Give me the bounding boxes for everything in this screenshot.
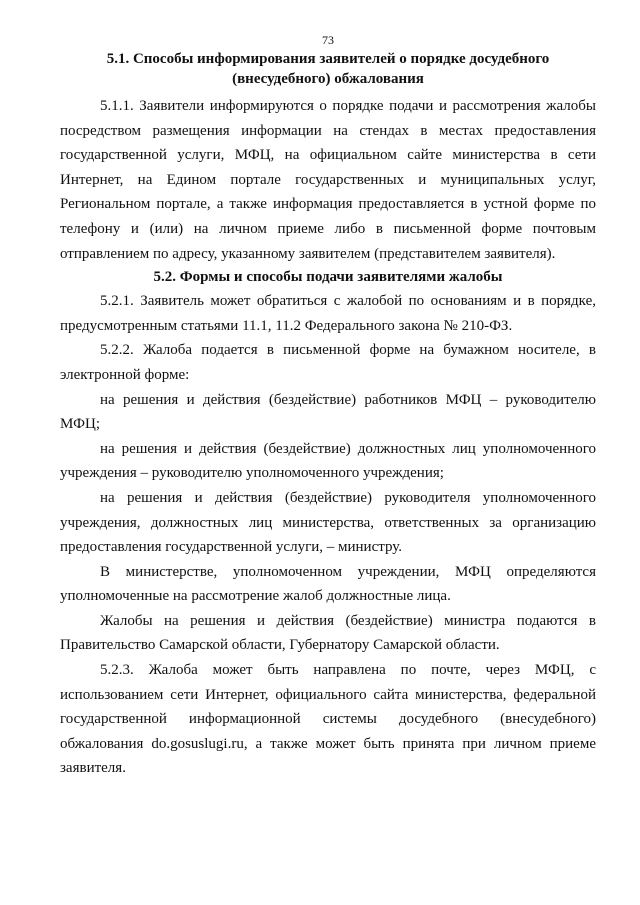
paragraph-5-1-1: 5.1.1. Заявители информируются о порядке подачи и рассмотрения жалобы посредством размещения информации на стендах в местах предоставления государственной услуги, МФЦ, на официальном сайте министерства в сети Интернет, на Едином портале государственных и муниципальных услуг, Региональном портале, а также информация предоставляется в устной форме по телефону и (или) на личном приеме либо в письменной форме почтовым отправлением по адресу, указанному заявителем (представителем заявителя). <box>60 98 596 262</box>
section-5-1-heading-line2: (внесудебного) обжалования <box>232 71 424 87</box>
paragraph-authorized-institution-officials: на решения и действия (бездействие) должностных лиц уполномоченного учреждения – руководителю уполномоченного учреждения; <box>60 440 596 482</box>
section-5-1-heading <box>60 49 596 89</box>
paragraph-authorized-officials: В министерстве, уполномоченном учреждении, МФЦ определяются уполномоченные на рассмотрение жалоб должностные лица. <box>60 563 596 605</box>
section-5-1-heading-line1: 5.1. Способы информирования заявителей о порядке досудебного <box>106 51 550 67</box>
section-5-2-heading: 5.2. Формы и способы подачи заявителями жалобы <box>153 269 503 286</box>
page-number: 73 <box>322 33 334 47</box>
paragraph-5-2-3: 5.2.3. Жалоба может быть направлена по почте, через МФЦ, с использованием сети Интернет, официального сайта министерства, федеральной государственной информационной системы досудебного (внесудебного) обжалования do.gosuslugi.ru, а также может быть принята при личном приеме заявителя. <box>60 662 596 777</box>
paragraph-5-2-2: 5.2.2. Жалоба подается в письменной форме на бумажном носителе, в электронной форме: <box>60 342 596 383</box>
paragraph-mfc-workers: на решения и действия (бездействие) работников МФЦ – руководителю МФЦ; <box>60 391 596 433</box>
paragraph-minister-complaints: Жалобы на решения и действия (бездействие) министра подаются в Правительство Самарской области, Губернатору Самарской области. <box>60 612 596 654</box>
paragraph-5-2-1: 5.2.1. Заявитель может обратиться с жалобой по основаниям и в порядке, предусмотренным статьями 11.1, 11.2 Федерального закона № 210-ФЗ. <box>60 293 596 334</box>
paragraph-institution-head: на решения и действия (бездействие) руководителя уполномоченного учреждения, должностных лиц министерства, ответственных за организацию предоставления государственной услуги, – министру. <box>60 489 596 556</box>
